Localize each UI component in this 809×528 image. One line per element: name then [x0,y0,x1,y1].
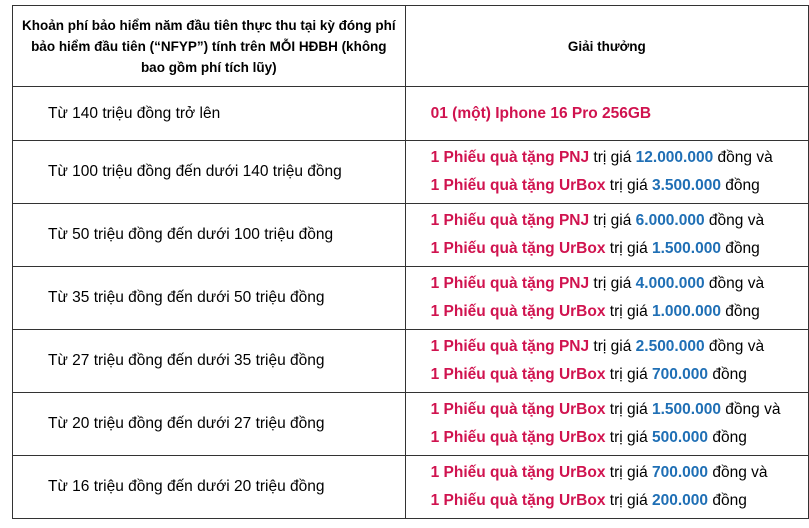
voucher-name: 1 Phiếu quà tặng UrBox [430,492,606,509]
voucher-amount: 12.000.000 [635,149,714,166]
award-cell [405,204,808,267]
value-label: trị giá [609,177,648,194]
amount-suffix: đồng [725,303,760,320]
condition-cell: Từ 35 triệu đồng đến dưới 50 triệu đồng [13,267,406,330]
amount-suffix: đồng [712,429,747,446]
table-row [13,204,809,267]
award-line-2 [431,424,808,452]
value-label: trị giá [609,303,648,320]
voucher-amount: 700.000 [652,464,709,481]
table-header-row [13,6,809,87]
reward-table [12,5,809,519]
table-row [13,87,809,141]
award-line-2 [431,298,808,326]
voucher-name: 1 Phiếu quà tặng PNJ [430,149,590,166]
value-label: trị giá [609,429,648,446]
amount-suffix: đồng [712,492,747,509]
voucher-name: 1 Phiếu quà tặng PNJ [430,275,590,292]
table-row [13,141,809,204]
award-line-1 [431,333,808,361]
condition-cell: Từ 100 triệu đồng đến dưới 140 triệu đồng [13,141,406,204]
award-line-2 [431,172,808,200]
value-label: trị giá [593,275,632,292]
voucher-amount: 1.000.000 [652,303,721,320]
table-body [13,141,809,519]
reward-table-container [12,5,809,519]
voucher-amount: 500.000 [652,429,709,446]
table-row [13,267,809,330]
voucher-amount: 6.000.000 [635,212,705,229]
voucher-name: 1 Phiếu quà tặng UrBox [430,303,606,320]
amount-suffix: đồng và [712,464,768,481]
voucher-name: 1 Phiếu quà tặng UrBox [430,401,606,418]
amount-suffix: đồng [712,366,747,383]
condition-cell: Từ 20 triệu đồng đến dưới 27 triệu đồng [13,393,406,456]
value-label: trị giá [593,338,632,355]
voucher-name: 1 Phiếu quà tặng UrBox [430,177,606,194]
award-line-1 [431,144,808,172]
condition-cell: Từ 27 triệu đồng đến dưới 35 triệu đồng [13,330,406,393]
voucher-amount: 4.000.000 [635,275,705,292]
award-line-2 [431,487,808,515]
award-cell [405,141,808,204]
award-cell [405,87,808,141]
value-label: trị giá [609,492,648,509]
value-label: trị giá [609,401,648,418]
amount-suffix: đồng và [708,275,765,292]
amount-suffix: đồng và [717,149,773,166]
voucher-name: 1 Phiếu quà tặng UrBox [430,366,606,383]
value-label: trị giá [609,240,648,257]
amount-suffix: đồng [725,177,760,194]
voucher-name: 1 Phiếu quà tặng UrBox [430,429,606,446]
award-cell [405,393,808,456]
amount-suffix: đồng [725,240,760,257]
award-cell [405,267,808,330]
award-line-1 [431,459,808,487]
voucher-amount: 3.500.000 [652,177,721,194]
header-award: Giải thưởng [405,6,808,87]
voucher-amount: 2.500.000 [635,338,705,355]
voucher-name: 1 Phiếu quà tặng UrBox [430,464,606,481]
value-label: trị giá [609,366,648,383]
amount-suffix: đồng và [708,212,765,229]
voucher-name: 1 Phiếu quà tặng PNJ [430,338,590,355]
voucher-amount: 1.500.000 [652,401,721,418]
amount-suffix: đồng và [725,401,781,418]
condition-cell: Từ 140 triệu đồng trở lên [13,87,406,141]
voucher-amount: 200.000 [652,492,709,509]
value-label: trị giá [593,212,632,229]
award-cell [405,456,808,519]
table-row [13,393,809,456]
award-line-1 [431,270,808,298]
condition-cell: Từ 50 triệu đồng đến dưới 100 triệu đồng [13,204,406,267]
award-line-1 [431,207,808,235]
iphone-award: 01 (một) Iphone 16 Pro 256GB [430,104,652,122]
voucher-name: 1 Phiếu quà tặng UrBox [430,240,606,257]
amount-suffix: đồng và [708,338,765,355]
voucher-amount: 1.500.000 [652,240,721,257]
voucher-amount: 700.000 [652,366,709,383]
award-line-1 [431,396,808,424]
table-row [13,330,809,393]
award-line-2 [431,361,808,389]
table-row [13,456,809,519]
award-cell [405,330,808,393]
condition-cell: Từ 16 triệu đồng đến dưới 20 triệu đồng [13,456,406,519]
voucher-name: 1 Phiếu quà tặng PNJ [430,212,590,229]
value-label: trị giá [609,464,648,481]
award-line-2 [431,235,808,263]
value-label: trị giá [593,149,632,166]
header-premium: Khoản phí bảo hiểm năm đầu tiên thực thu tại kỳ đóng phí bảo hiểm đầu tiên (“NFYP”) tính trên MỖI HĐBH (không bao gồm phí tích lũy) [13,6,406,87]
